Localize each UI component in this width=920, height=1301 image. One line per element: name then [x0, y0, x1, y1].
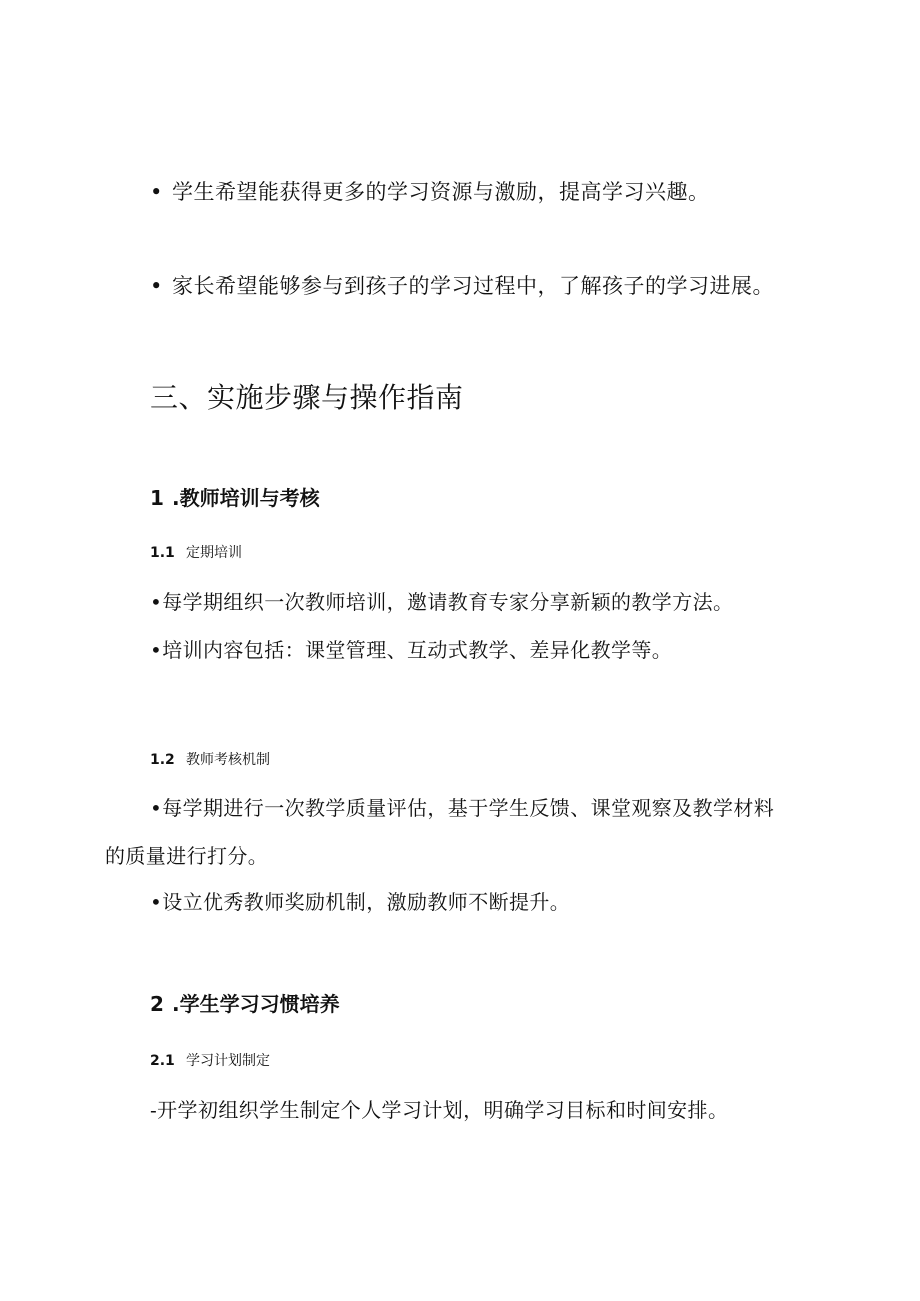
paragraph-line: 的质量进行打分。	[105, 844, 269, 868]
paragraph-line: •培训内容包括：课堂管理、互动式教学、差异化教学等。	[150, 638, 673, 662]
subsection-title: .学生学习习惯培养	[172, 992, 340, 1016]
minor-heading-title: 教师考核机制	[186, 752, 270, 768]
minor-heading-number: 1.1	[150, 545, 175, 561]
minor-heading-2-1	[150, 1050, 270, 1070]
subsection-number: 2	[150, 992, 164, 1016]
minor-heading-title: 定期培训	[186, 545, 242, 561]
bullet-marker: •	[150, 180, 163, 204]
minor-heading-number: 2.1	[150, 1053, 175, 1069]
subsection-heading-1	[150, 482, 320, 511]
paragraph-line: •设立优秀教师奖励机制，激励教师不断提升。	[150, 890, 571, 914]
subsection-heading-2	[150, 988, 340, 1017]
subsection-number: 1	[150, 486, 164, 510]
bullet-item	[150, 176, 710, 206]
subsection-title: .教师培训与考核	[172, 486, 320, 510]
bullet-text: 家长希望能够参与到孩子的学习过程中，了解孩子的学习进展。	[172, 274, 774, 298]
bullet-item	[150, 270, 774, 300]
minor-heading-title: 学习计划制定	[186, 1053, 270, 1069]
paragraph-line: -开学初组织学生制定个人学习计划，明确学习目标和时间安排。	[150, 1098, 729, 1122]
bullet-text: 学生希望能获得更多的学习资源与激励，提高学习兴趣。	[172, 180, 710, 204]
bullet-marker: •	[150, 274, 163, 298]
section-heading: 三、实施步骤与操作指南	[150, 381, 464, 414]
paragraph-line: •每学期进行一次教学质量评估，基于学生反馈、课堂观察及教学材料	[150, 796, 775, 820]
paragraph-line: •每学期组织一次教师培训，邀请教育专家分享新颖的教学方法。	[150, 590, 734, 614]
minor-heading-1-2	[150, 749, 270, 769]
minor-heading-1-1	[150, 542, 242, 562]
minor-heading-number: 1.2	[150, 752, 175, 768]
